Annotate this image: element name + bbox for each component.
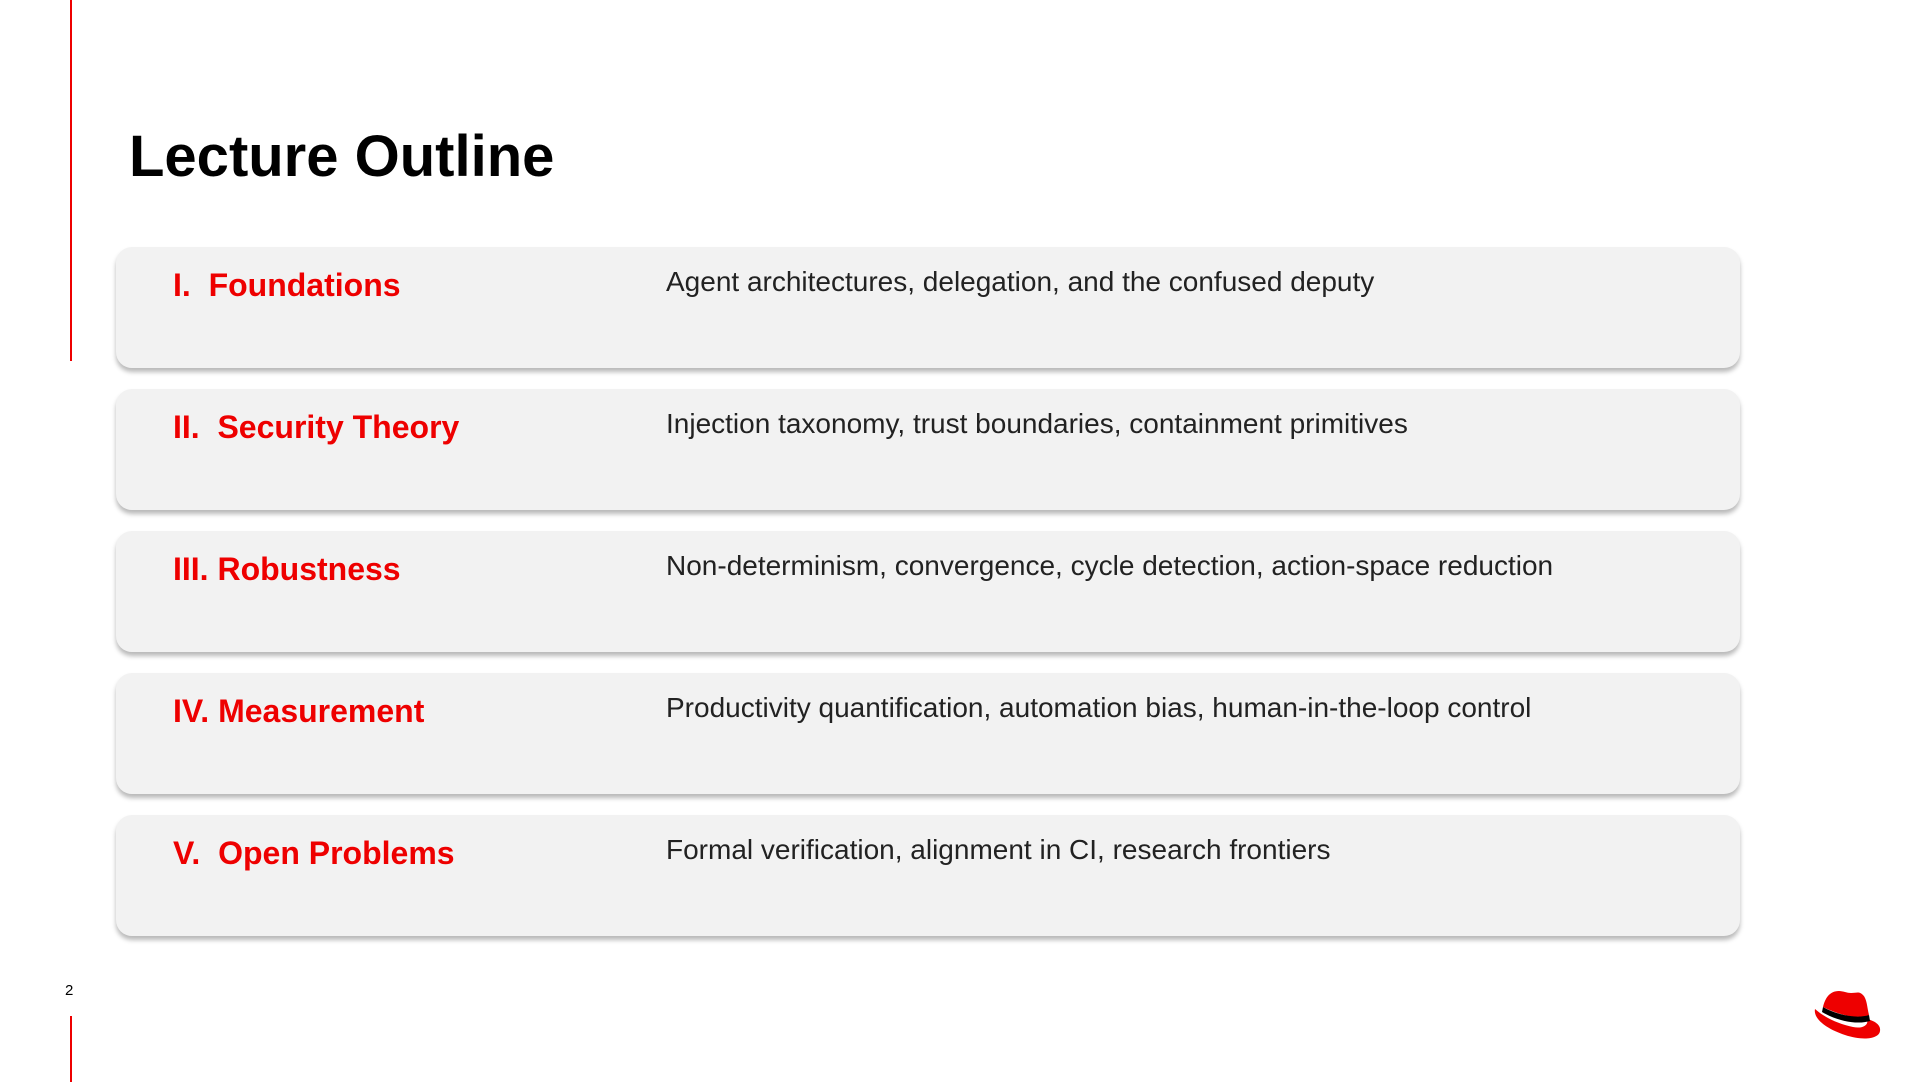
section-description: Formal verification, alignment in CI, research frontiers xyxy=(666,834,1331,865)
red-hat-fedora-icon xyxy=(1813,985,1881,1041)
accent-rule-top xyxy=(70,0,72,361)
page-title: Lecture Outline xyxy=(129,124,555,189)
outline-card-measurement xyxy=(116,673,1740,794)
accent-rule-bottom xyxy=(70,1016,72,1082)
section-title: V. Open Problems xyxy=(173,835,455,871)
outline-card-foundations xyxy=(116,247,1740,368)
outline-card-robustness xyxy=(116,531,1740,652)
section-title: IV. Measurement xyxy=(173,693,425,729)
page-number: 2 xyxy=(65,982,74,999)
section-description: Agent architectures, delegation, and the confused deputy xyxy=(666,266,1375,297)
section-description: Injection taxonomy, trust boundaries, containment primitives xyxy=(666,408,1408,439)
outline-card-open-problems xyxy=(116,815,1740,936)
section-description: Productivity quantification, automation bias, human-in-the-loop control xyxy=(666,692,1532,723)
outline-card-security-theory xyxy=(116,389,1740,510)
section-description: Non-determinism, convergence, cycle detection, action-space reduction xyxy=(666,550,1554,581)
section-title: III. Robustness xyxy=(173,551,401,587)
section-title: I. Foundations xyxy=(173,267,401,303)
section-title: II. Security Theory xyxy=(173,409,460,445)
